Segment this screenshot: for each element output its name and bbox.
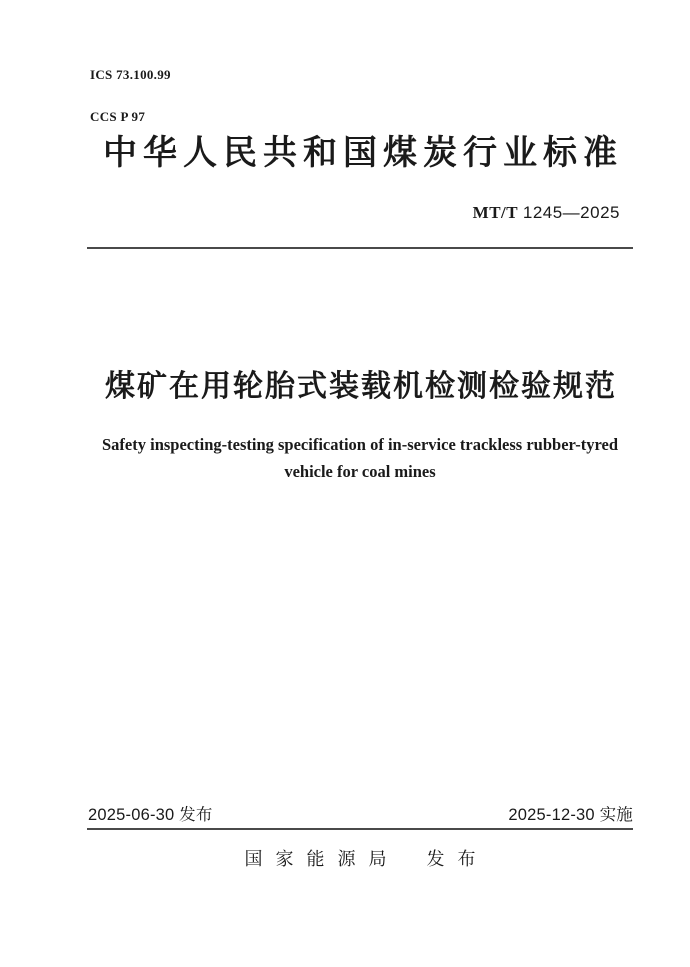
standard-number-prefix: MT/T [472, 203, 519, 222]
implementation-date: 2025-12-30 实施 [508, 806, 633, 824]
standard-number-digits: 1245—2025 [522, 203, 620, 222]
ccs-code: CCS P 97 [90, 109, 146, 124]
publish-label: 发布 [426, 849, 489, 869]
standard-series-title: 中华人民共和国煤炭行业标准 [103, 134, 623, 172]
ics-code: ICS 73.100.99 [90, 67, 171, 82]
document-title-english [87, 431, 633, 485]
header-divider-line [87, 247, 633, 249]
document-title-english-line2: vehicle for coal mines [284, 462, 436, 481]
date-row [87, 805, 633, 825]
publisher-name: 国家能源局 [244, 849, 400, 869]
document-title-chinese: 煤矿在用轮胎式装载机检测检验规范 [105, 370, 617, 403]
footer-divider-line [87, 828, 633, 830]
publisher-row [87, 847, 633, 871]
standard-number [87, 203, 633, 223]
document-title-english-line1: Safety inspecting-testing specification of in-service trackless rubber-tyred [102, 435, 618, 454]
issue-date: 2025-06-30 发布 [88, 806, 213, 824]
